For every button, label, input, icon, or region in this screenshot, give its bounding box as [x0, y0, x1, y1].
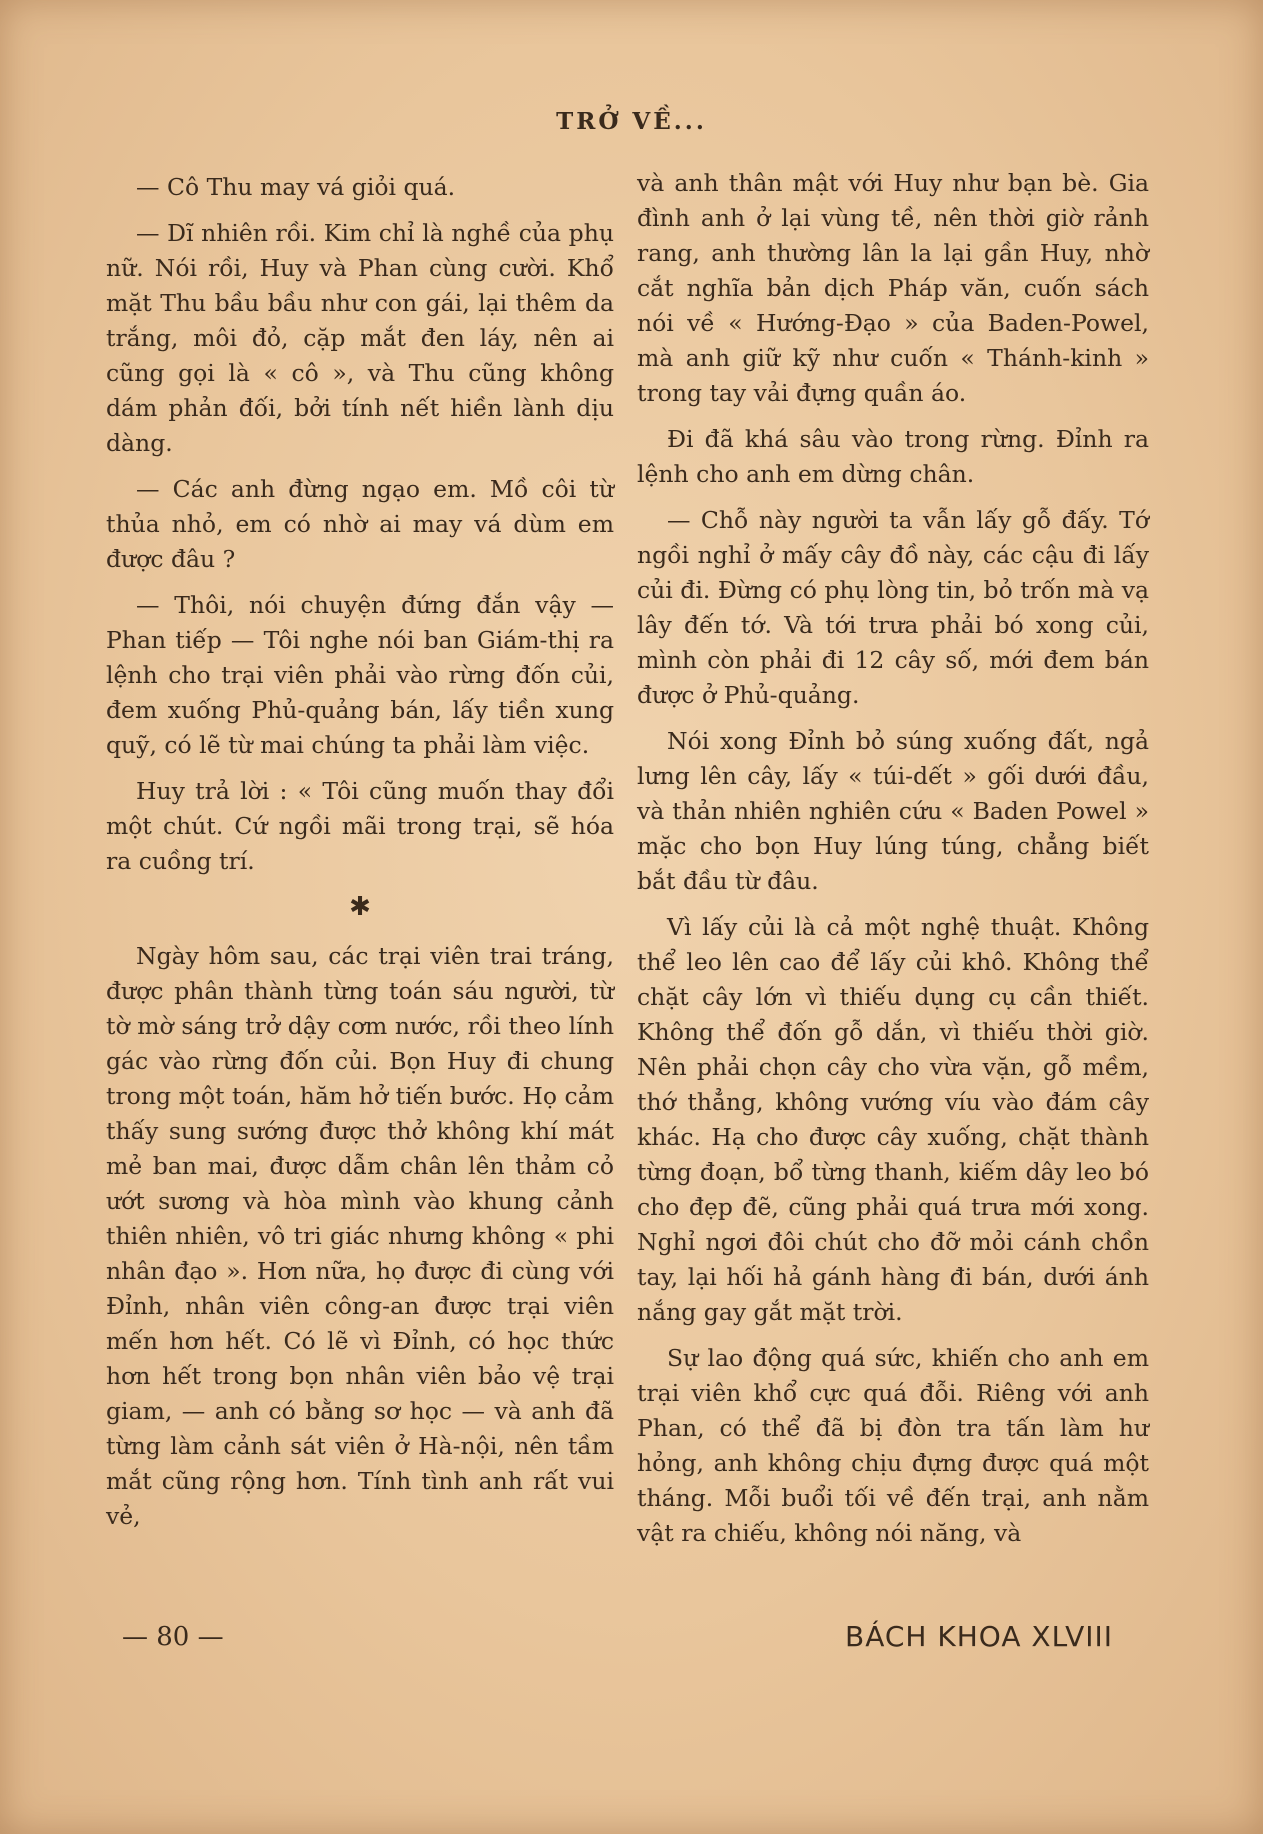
paragraph: Ngày hôm sau, các trại viên trai tráng, được phân thành từng toán sáu người, từ tờ mờ sáng trở dậy cơm nước, rồi theo lính gác vào rừng đốn củi. Bọn Huy đi chung trong một toán, hăm hở tiến bước. Họ cảm thấy sung sướng được thở không khí mát mẻ ban mai, được dẫm chân lên thảm cỏ ướt sương và hòa mình vào khung cảnh thiên nhiên, vô tri giác nhưng không « phi nhân đạo ». Hơn nữa, họ được đi cùng với Đỉnh, nhân viên công-an được trại viên mến hơn hết. Có lẽ vì Đỉnh, có học thức hơn hết trong bọn nhân viên bảo vệ trại giam, — anh có bằng sơ học — và anh đã từng làm cảnh sát viên ở Hà-nội, nên tầm mắt cũng rộng hơn. Tính tình anh rất vui vẻ,: [106, 942, 614, 1530]
publication-name: BÁCH KHOA XLVIII: [845, 1620, 1114, 1653]
paragraph: Huy trả lời : « Tôi cũng muốn thay đổi một chút. Cứ ngồi mãi trong trại, sẽ hóa ra cuồng trí.: [106, 777, 614, 875]
left-column: [106, 170, 614, 1545]
paragraph: Đi đã khá sâu vào trong rừng. Đỉnh ra lệnh cho anh em dừng chân.: [637, 425, 1149, 488]
right-column: [637, 166, 1149, 1562]
paragraph-continuation: và anh thân mật với Huy như bạn bè. Gia đình anh ở lại vùng tề, nên thời giờ rảnh rang, anh thường lân la lại gần Huy, nhờ cắt nghĩa bản dịch Pháp văn, cuốn sách nói về « Hướng-Đạo » của Baden-Powel, mà anh giữ kỹ như cuốn « Thánh-kinh » trong tay vải đựng quần áo.: [637, 169, 1149, 407]
paragraph: — Dĩ nhiên rồi. Kim chỉ là nghề của phụ nữ. Nói rồi, Huy và Phan cùng cười. Khổ mặt Thu bầu bầu như con gái, lại thêm da trắng, môi đỏ, cặp mắt đen láy, nên ai cũng gọi là « cô », và Thu cũng không dám phản đối, bởi tính nết hiền lành dịu dàng.: [106, 219, 614, 457]
paragraph: — Các anh đừng ngạo em. Mồ côi từ thủa nhỏ, em có nhờ ai may vá dùm em được đâu ?: [106, 475, 614, 573]
section-separator: ✱: [349, 892, 371, 922]
paragraph: — Thôi, nói chuyện đứng đắn vậy — Phan tiếp — Tôi nghe nói ban Giám-thị ra lệnh cho trại viên phải vào rừng đốn củi, đem xuống Phủ-quảng bán, lấy tiền xung quỹ, có lẽ từ mai chúng ta phải làm việc.: [106, 591, 614, 759]
paragraph: — Chỗ này người ta vẫn lấy gỗ đấy. Tớ ngồi nghỉ ở mấy cây đồ này, các cậu đi lấy củi đi. Đừng có phụ lòng tin, bỏ trốn mà vạ lây đến tớ. Và tới trưa phải bó xong củi, mình còn phải đi 12 cây số, mới đem bán được ở Phủ-quảng.: [637, 506, 1149, 709]
page-number: — 80 —: [122, 1622, 224, 1652]
paragraph: — Cô Thu may vá giỏi quá.: [136, 173, 456, 201]
paragraph: Vì lấy củi là cả một nghệ thuật. Không thể leo lên cao để lấy củi khô. Không thể chặt cây lớn vì thiếu dụng cụ cần thiết. Không thể đốn gỗ dắn, vì thiếu thời giờ. Nên phải chọn cây cho vừa vặn, gỗ mềm, thớ thẳng, không vướng víu vào đám cây khác. Hạ cho được cây xuống, chặt thành từng đoạn, bổ từng thanh, kiếm dây leo bó cho đẹp đẽ, cũng phải quá trưa mới xong. Nghỉ ngơi đôi chút cho đỡ mỏi cánh chồn tay, lại hối hả gánh hàng đi bán, dưới ánh nắng gay gắt mặt trời.: [637, 913, 1149, 1326]
paragraph: Nói xong Đỉnh bỏ súng xuống đất, ngả lưng lên cây, lấy « túi-dết » gối dưới đầu, và thản nhiên nghiên cứu « Baden Powel » mặc cho bọn Huy lúng túng, chẳng biết bắt đầu từ đâu.: [637, 727, 1149, 895]
running-title: TRỞ VỀ...: [556, 108, 707, 135]
paragraph: Sự lao động quá sức, khiến cho anh em trại viên khổ cực quá đỗi. Riêng với anh Phan, có thể đã bị đòn tra tấn làm hư hỏng, anh không chịu đựng được quá một tháng. Mỗi buổi tối về đến trại, anh nằm vật ra chiếu, không nói năng, và: [637, 1344, 1149, 1547]
